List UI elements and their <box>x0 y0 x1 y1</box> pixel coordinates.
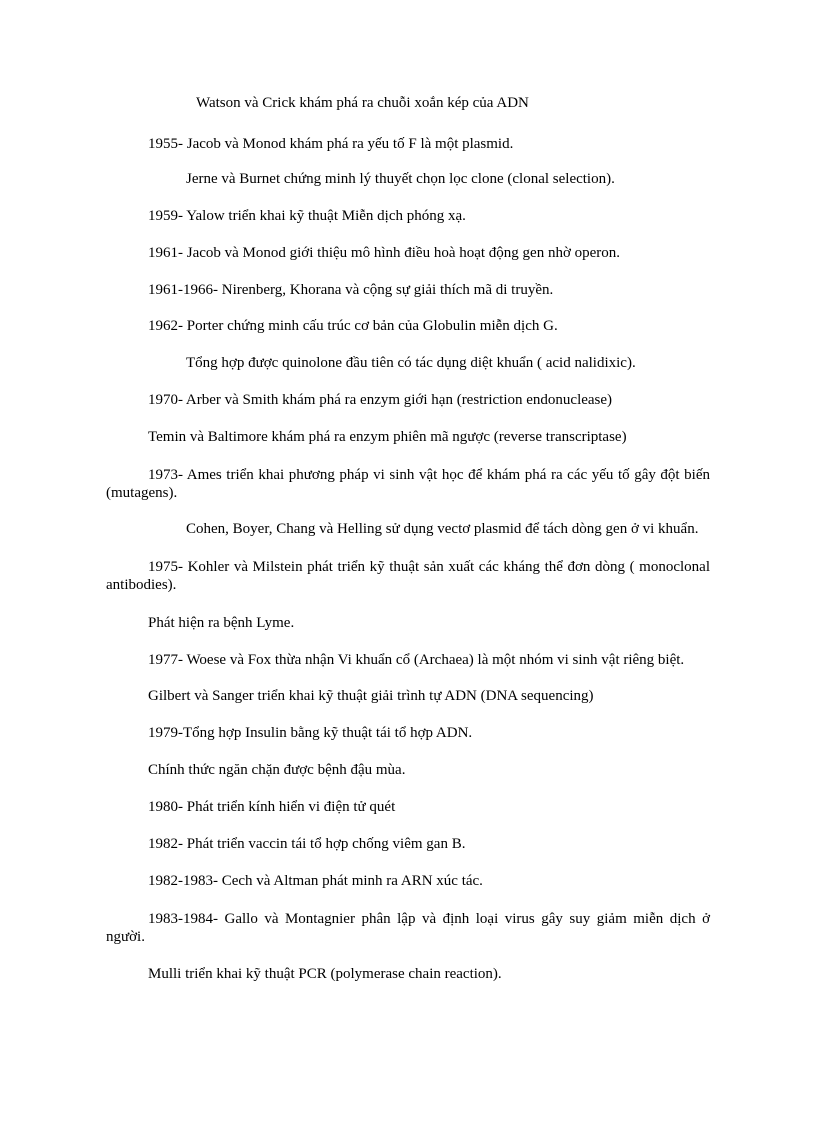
entry-1973-line-1: 1973- Ames triển khai phương pháp vi sinh vật học để khám phá ra các yếu tố gây đột biến <box>148 467 710 483</box>
entry-1983-1984-line-1: 1983-1984- Gallo và Montagnier phân lập và định loại virus gây suy giảm miễn dịch ở <box>148 911 710 927</box>
entry-1959: 1959- Yalow triển khai kỹ thuật Miễn dịch phóng xạ. <box>148 208 466 224</box>
entry-1979: 1979-Tổng hợp Insulin bằng kỹ thuật tái tổ hợp ADN. <box>148 725 473 741</box>
entry-smallpox: Chính thức ngăn chặn được bệnh đậu mùa. <box>148 762 406 778</box>
entry-1973 <box>106 466 710 502</box>
entry-1977: 1977- Woese và Fox thừa nhận Vi khuẩn cổ (Archaea) là một nhóm vi sinh vật riêng biệt. <box>148 652 685 668</box>
entry-lyme: Phát hiện ra bệnh Lyme. <box>148 615 295 631</box>
entry-1962: 1962- Porter chứng minh cấu trúc cơ bản của Globulin miễn dịch G. <box>148 318 558 334</box>
entry-1961: 1961- Jacob và Monod giới thiệu mô hình điều hoà hoạt động gen nhờ operon. <box>148 245 621 261</box>
entry-temin-baltimore: Temin và Baltimore khám phá ra enzym phiên mã ngược (reverse transcriptase) <box>148 429 627 445</box>
entry-1982-1983: 1982-1983- Cech và Altman phát minh ra ARN xúc tác. <box>148 873 483 889</box>
entry-1973-line-2: (mutagens). <box>106 485 178 501</box>
entry-gilbert-sanger: Gilbert và Sanger triển khai kỹ thuật giải trình tự ADN (DNA sequencing) <box>148 688 594 704</box>
entry-watson-crick: Watson và Crick khám phá ra chuỗi xoắn kép của ADN <box>196 95 529 111</box>
entry-1983-1984-line-2: người. <box>106 929 145 945</box>
entry-1980: 1980- Phát triển kính hiển vi điện tử quét <box>148 799 396 815</box>
entry-jerne-burnet: Jerne và Burnet chứng minh lý thuyết chọn lọc clone (clonal selection). <box>186 171 615 187</box>
entry-1982: 1982- Phát triển vaccin tái tổ hợp chống viêm gan B. <box>148 836 466 852</box>
entry-1983-1984 <box>106 910 710 946</box>
entry-1975-line-2: antibodies). <box>106 577 177 593</box>
entry-1975-line-1: 1975- Kohler và Milstein phát triển kỹ thuật sản xuất các kháng thể đơn dòng ( monoclonal <box>148 559 710 575</box>
entry-1975 <box>106 558 710 594</box>
entry-pcr: Mulli triển khai kỹ thuật PCR (polymerase chain reaction). <box>148 966 502 982</box>
entry-1955: 1955- Jacob và Monod khám phá ra yếu tố F là một plasmid. <box>148 136 514 152</box>
entry-1961-1966: 1961-1966- Nirenberg, Khorana và cộng sự giải thích mã di truyền. <box>148 282 554 298</box>
entry-1970: 1970- Arber và Smith khám phá ra enzym giới hạn (restriction endonuclease) <box>148 392 613 408</box>
entry-cohen-boyer: Cohen, Boyer, Chang và Helling sử dụng vectơ plasmid để tách dòng gen ở vi khuẩn. <box>186 521 699 537</box>
entry-quinolone: Tổng hợp được quinolone đầu tiên có tác dụng diệt khuẩn ( acid nalidixic). <box>186 355 636 371</box>
